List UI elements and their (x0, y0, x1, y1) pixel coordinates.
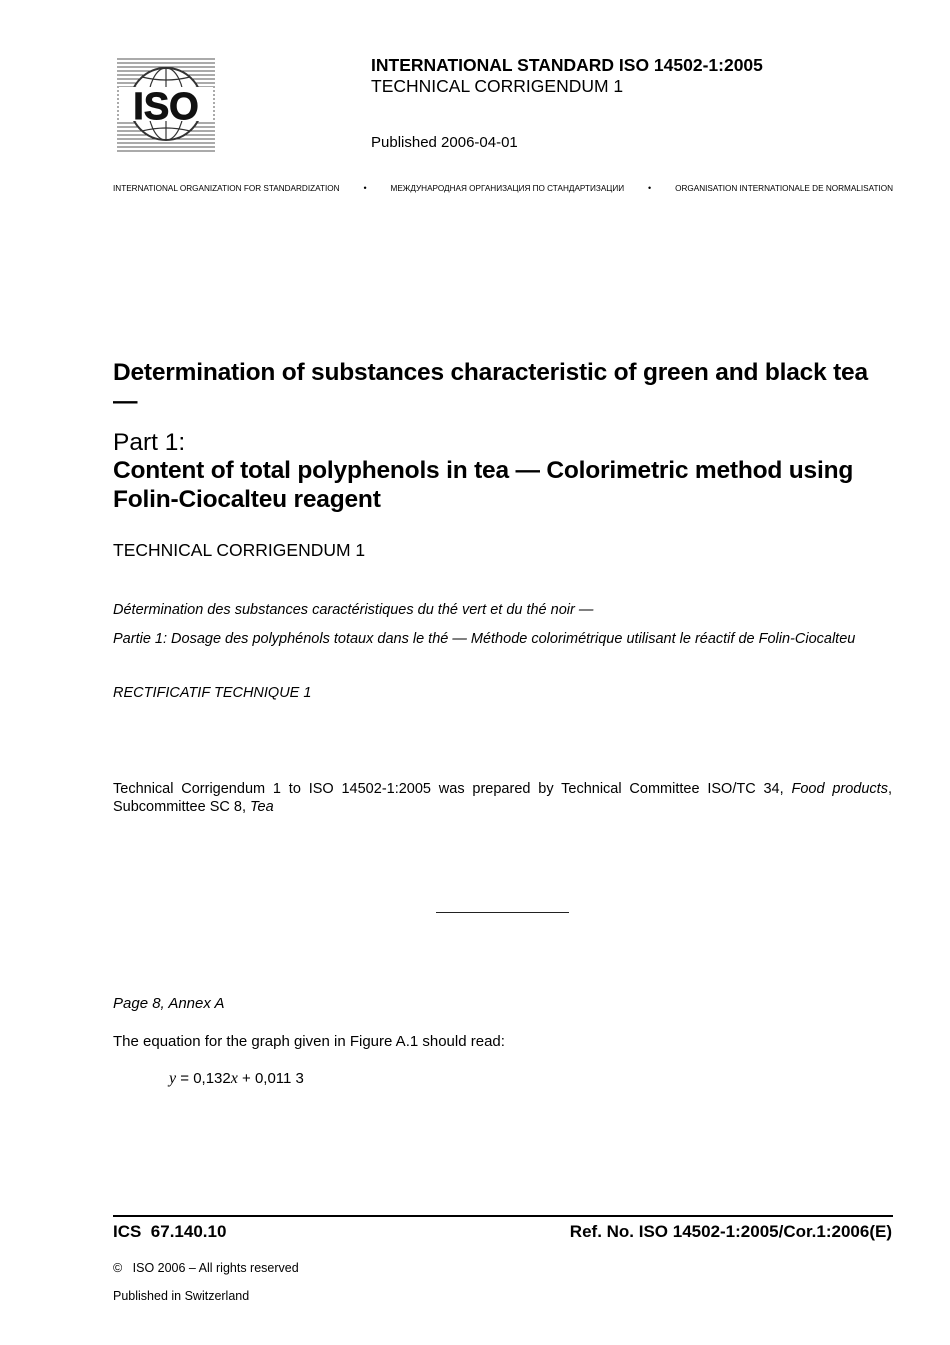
bullet-separator: • (648, 183, 652, 193)
preparation-text: Technical Corrigendum 1 to ISO 14502-1:2005 was prepared by Technical Committee ISO/TC 34, (113, 781, 792, 797)
correction-intro: The equation for the graph given in Figure A.1 should read: (113, 1033, 505, 1050)
equation-rest: + 0,011 3 (237, 1070, 304, 1087)
copyright-notice: © ISO 2006 – All rights reserved (113, 1261, 299, 1275)
org-name-russian: МЕЖДУНАРОДНАЯ ОРГАНИЗАЦИЯ ПО СТАНДАРТИЗАЦИИ (390, 184, 625, 193)
published-in: Published in Switzerland (113, 1289, 250, 1303)
bullet-separator: • (363, 183, 367, 193)
part-label: Part 1: (113, 429, 186, 456)
equation-equals: = 0,132 (176, 1070, 231, 1087)
equation-x-variable: x (230, 1070, 238, 1087)
org-name-english: INTERNATIONAL ORGANIZATION FOR STANDARDIZATION (113, 184, 340, 193)
committee-name: Food products (791, 781, 888, 797)
ics-code: ICS 67.140.10 (113, 1222, 227, 1241)
part-title: Content of total polyphenols in tea — Colorimetric method using Folin-Ciocalteu reagent (113, 457, 854, 513)
french-part-title: Partie 1: Dosage des polyphénols totaux dans le thé — Méthode colorimétrique utilisant le réactif de Folin-Ciocalteu (113, 631, 856, 647)
corrigendum-subtitle: TECHNICAL CORRIGENDUM 1 (371, 76, 624, 96)
footer-rule (113, 1215, 893, 1217)
iso-globe-logo-icon (117, 57, 215, 152)
preparation-text-middle: , Subcommittee SC 8, (113, 781, 892, 815)
corrigendum-label: TECHNICAL CORRIGENDUM 1 (113, 540, 366, 560)
publication-date: Published 2006-04-01 (371, 134, 518, 151)
equation-y-variable: y (169, 1070, 177, 1087)
organization-names (113, 183, 893, 194)
org-name-french: ORGANISATION INTERNATIONALE DE NORMALISATION (675, 184, 893, 193)
svg-text:ISO: ISO (133, 86, 199, 128)
document-title: Determination of substances characteristic of green and black tea — (113, 359, 868, 415)
standard-title: INTERNATIONAL STANDARD ISO 14502-1:2005 (371, 55, 763, 75)
reference-number: Ref. No. ISO 14502-1:2005/Cor.1:2006(E) (569, 1222, 892, 1241)
preparation-paragraph (113, 780, 892, 816)
french-rectificatif: RECTIFICATIF TECHNIQUE 1 (113, 685, 312, 701)
correction-location: Page 8, Annex A (113, 995, 225, 1012)
corrected-equation (169, 1070, 304, 1088)
iso-logo (117, 57, 215, 152)
section-divider (436, 912, 569, 913)
french-title: Détermination des substances caractéristiques du thé vert et du thé noir — (113, 602, 594, 618)
subcommittee-name: Tea (250, 799, 274, 815)
